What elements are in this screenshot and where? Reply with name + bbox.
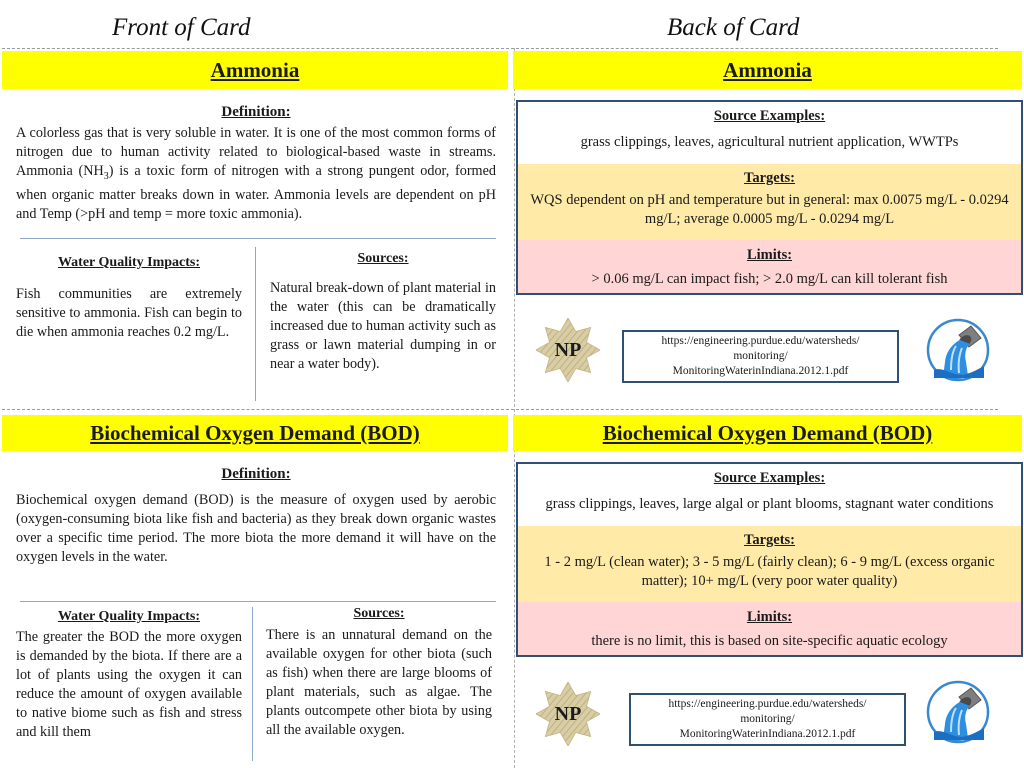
url-line: MonitoringWaterinIndiana.2012.1.pdf	[672, 365, 849, 377]
front-column-title: Front of Card	[112, 14, 251, 41]
bod-limits-text: there is no limit, this is based on site-specific aquatic ecology	[591, 633, 948, 649]
ammonia-limits-heading: Limits:	[746, 247, 793, 263]
ammonia-impacts-text: Fish communities are extremely sensitive to ammonia. Fish can begin to die when ammonia reaches 0.2 mg/L.	[16, 286, 242, 340]
ammonia-reference-link[interactable]	[622, 330, 899, 383]
bod-sources-heading: Sources:	[353, 606, 405, 621]
bod-back-title-bar	[513, 415, 1022, 451]
bod-np-badge	[536, 682, 600, 746]
ammonia-section-divider	[20, 238, 496, 239]
ammonia-front-title: Ammonia	[210, 57, 300, 82]
bod-source-examples	[518, 464, 1021, 526]
bod-targets-heading: Targets:	[743, 532, 795, 548]
center-divider	[514, 48, 515, 768]
url-line: https://engineering.purdue.edu/watersheds/	[661, 335, 860, 347]
ammonia-targets-heading: Targets:	[743, 170, 795, 186]
ammonia-source-examples-text: grass clippings, leaves, agricultural nutrient application, WWTPs	[580, 134, 959, 150]
bod-column-divider	[252, 607, 253, 761]
middle-divider	[2, 409, 998, 410]
bod-section-divider	[20, 601, 496, 602]
bod-back-title: Biochemical Oxygen Demand (BOD)	[602, 420, 933, 445]
top-divider	[2, 48, 998, 49]
ammonia-limits	[518, 240, 1021, 293]
bod-limits-heading: Limits:	[746, 609, 793, 625]
ammonia-impacts-heading: Water Quality Impacts:	[57, 255, 201, 270]
bod-np-label: NP	[554, 702, 582, 725]
bod-limits	[518, 602, 1021, 655]
ammonia-np-badge	[536, 318, 600, 382]
bod-impacts-heading: Water Quality Impacts:	[57, 609, 201, 624]
bod-definition-heading: Definition:	[221, 466, 291, 482]
ammonia-source-examples	[518, 102, 1021, 164]
water-outfall-icon	[926, 680, 990, 744]
ammonia-targets-text: WQS dependent on pH and temperature but in general: max 0.0075 mg/L - 0.0294 mg/L; average 0.0005 mg/L - 0.0294 mg/L	[530, 192, 1009, 227]
ammonia-definition-text: A colorless gas that is very soluble in water. It is one of the most common forms of nitrogen due to human activity related to biological-based waste in streams. Ammonia $(NH_3)$ is a toxic form of nitrogen with a strong pungent odor, formed when organic matter breaks down in water. Ammonia levels are dependent on pH and Temp (>pH and temp = more toxic ammonia).	[16, 125, 496, 222]
ammonia-back-title-bar	[513, 51, 1022, 89]
bod-front-title-bar	[2, 415, 508, 451]
ammonia-back-title: Ammonia	[723, 57, 812, 82]
back-column-title: Back of Card	[667, 14, 800, 41]
bod-info-box	[516, 462, 1023, 657]
url-line: https://engineering.purdue.edu/watersheds/	[668, 698, 867, 710]
bod-targets	[518, 526, 1021, 602]
bod-source-examples-text: grass clippings, leaves, large algal or plant blooms, stagnant water conditions	[545, 496, 994, 512]
url-line: monitoring/	[733, 350, 788, 362]
ammonia-column-divider	[255, 247, 256, 401]
bod-source-examples-heading: Source Examples:	[713, 470, 826, 486]
ammonia-info-box	[516, 100, 1023, 295]
ammonia-sources-heading: Sources:	[357, 251, 409, 266]
ammonia-np-label: NP	[554, 338, 582, 361]
ammonia-definition-heading: Definition:	[221, 104, 291, 120]
bod-reference-link[interactable]	[629, 693, 906, 746]
water-outfall-icon	[926, 318, 990, 382]
bod-definition-text: Biochemical oxygen demand (BOD) is the measure of oxygen used by aerobic (oxygen-consuming biota like fish and bacteria) as they break down organic wastes over a specific time period. The more biota the more demand it will have on the oxygen levels in the water.	[16, 492, 496, 565]
url-line: MonitoringWaterinIndiana.2012.1.pdf	[679, 728, 856, 740]
url-line: monitoring/	[740, 713, 795, 725]
ammonia-limits-text: > 0.06 mg/L can impact fish; > 2.0 mg/L can kill tolerant fish	[591, 271, 948, 287]
ammonia-targets	[518, 164, 1021, 240]
ammonia-source-examples-heading: Source Examples:	[713, 108, 826, 124]
bod-front-title: Biochemical Oxygen Demand (BOD)	[90, 420, 420, 445]
bod-targets-text: 1 - 2 mg/L (clean water); 3 - 5 mg/L (fairly clean); 6 - 9 mg/L (excess organic matter); 10+ mg/L (very poor water quality)	[544, 554, 995, 589]
ammonia-sources-text: Natural break-down of plant material in the water (this can be dramatically increased due to human activity such as grass or lawn material dumping in or near a water body).	[270, 280, 496, 372]
ammonia-front-title-bar	[2, 51, 508, 89]
bod-impacts-text: The greater the BOD the more oxygen is demanded by the biota. If there are a lot of plants using the oxygen it can reduce the amount of oxygen available to native biome such as fish and stress and kill them	[16, 629, 242, 740]
bod-sources-text: There is an unnatural demand on the available oxygen for other biota (such as fish) when there are large blooms of plant materials, such as algae. The plants outcompete other biota by using all the available oxygen.	[266, 627, 492, 738]
